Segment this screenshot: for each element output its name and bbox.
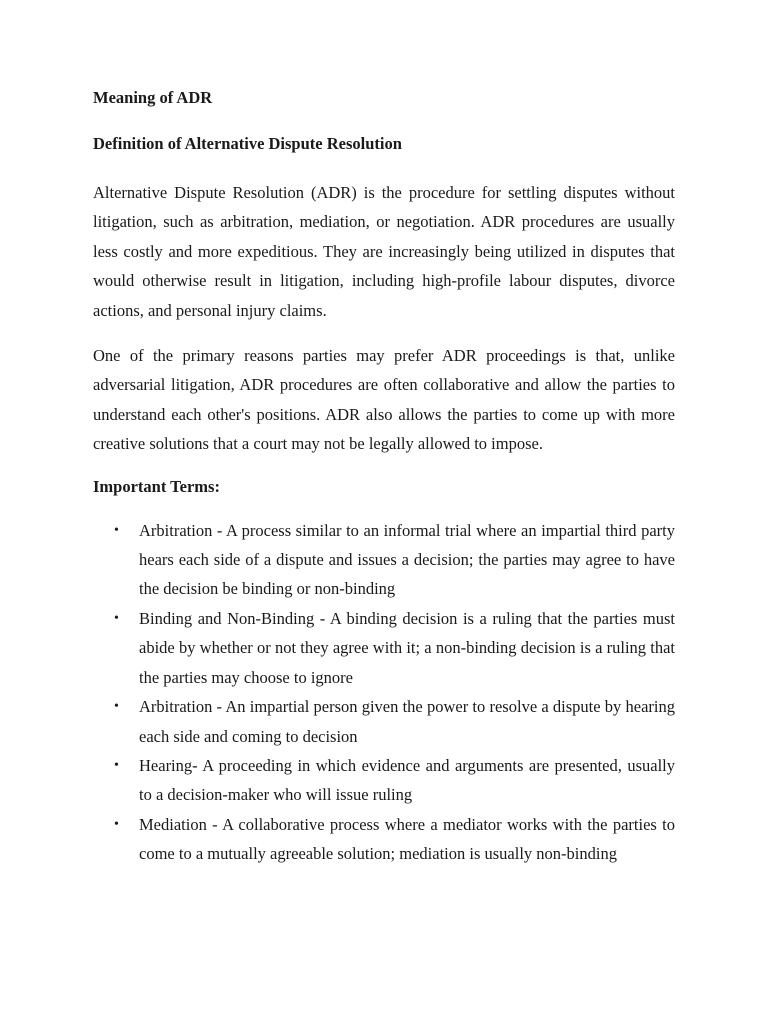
terms-heading: Important Terms:	[93, 476, 220, 496]
list-item	[93, 810, 675, 869]
document-title: Meaning of ADR	[93, 88, 213, 107]
bullet-icon: •	[114, 522, 119, 538]
paragraph-reasons: One of the primary reasons parties may prefer ADR proceedings is that, unlike adversarial litigation, ADR procedures are often collaborative and allow the parties to understand each other's positions. ADR also allows the parties to come up with more creative solutions that a court may not be legally allowed to impose.	[93, 346, 675, 454]
bullet-icon: •	[114, 699, 119, 715]
term-text: Arbitration - An impartial person given the power to resolve a dispute by hearing each side and coming to decision	[139, 697, 675, 746]
term-text: Hearing- A proceeding in which evidence and arguments are presented, usually to a decision-maker who will issue ruling	[139, 755, 675, 805]
terms-list	[93, 516, 675, 869]
document-page	[93, 86, 675, 869]
list-item	[93, 604, 675, 692]
term-text: Binding and Non-Binding - A binding decision is a ruling that the parties must abide by whether or not they agree with it; a non-binding decision is a ruling that the parties may choose to ignore	[139, 608, 675, 687]
list-item	[93, 751, 675, 810]
list-item	[93, 516, 675, 604]
section-heading: Definition of Alternative Dispute Resolution	[93, 134, 402, 153]
paragraph-definition: Alternative Dispute Resolution (ADR) is the procedure for settling disputes without litigation, such as arbitration, mediation, or negotiation. ADR procedures are usually less costly and more expeditious. They are increasingly being utilized in disputes that would otherwise result in litigation, including high-profile labour disputes, divorce actions, and personal injury claims.	[93, 183, 675, 320]
term-text: Mediation - A collaborative process where a mediator works with the parties to come to a mutually agreeable solution; mediation is usually non-binding	[139, 814, 675, 864]
list-item	[93, 692, 675, 751]
bullet-icon: •	[114, 816, 119, 832]
term-text: Arbitration - A process similar to an informal trial where an impartial third party hears each side of a dispute and issues a decision; the parties may agree to have the decision be binding or non-binding	[139, 520, 675, 599]
bullet-icon: •	[114, 610, 119, 626]
bullet-icon: •	[114, 757, 119, 773]
